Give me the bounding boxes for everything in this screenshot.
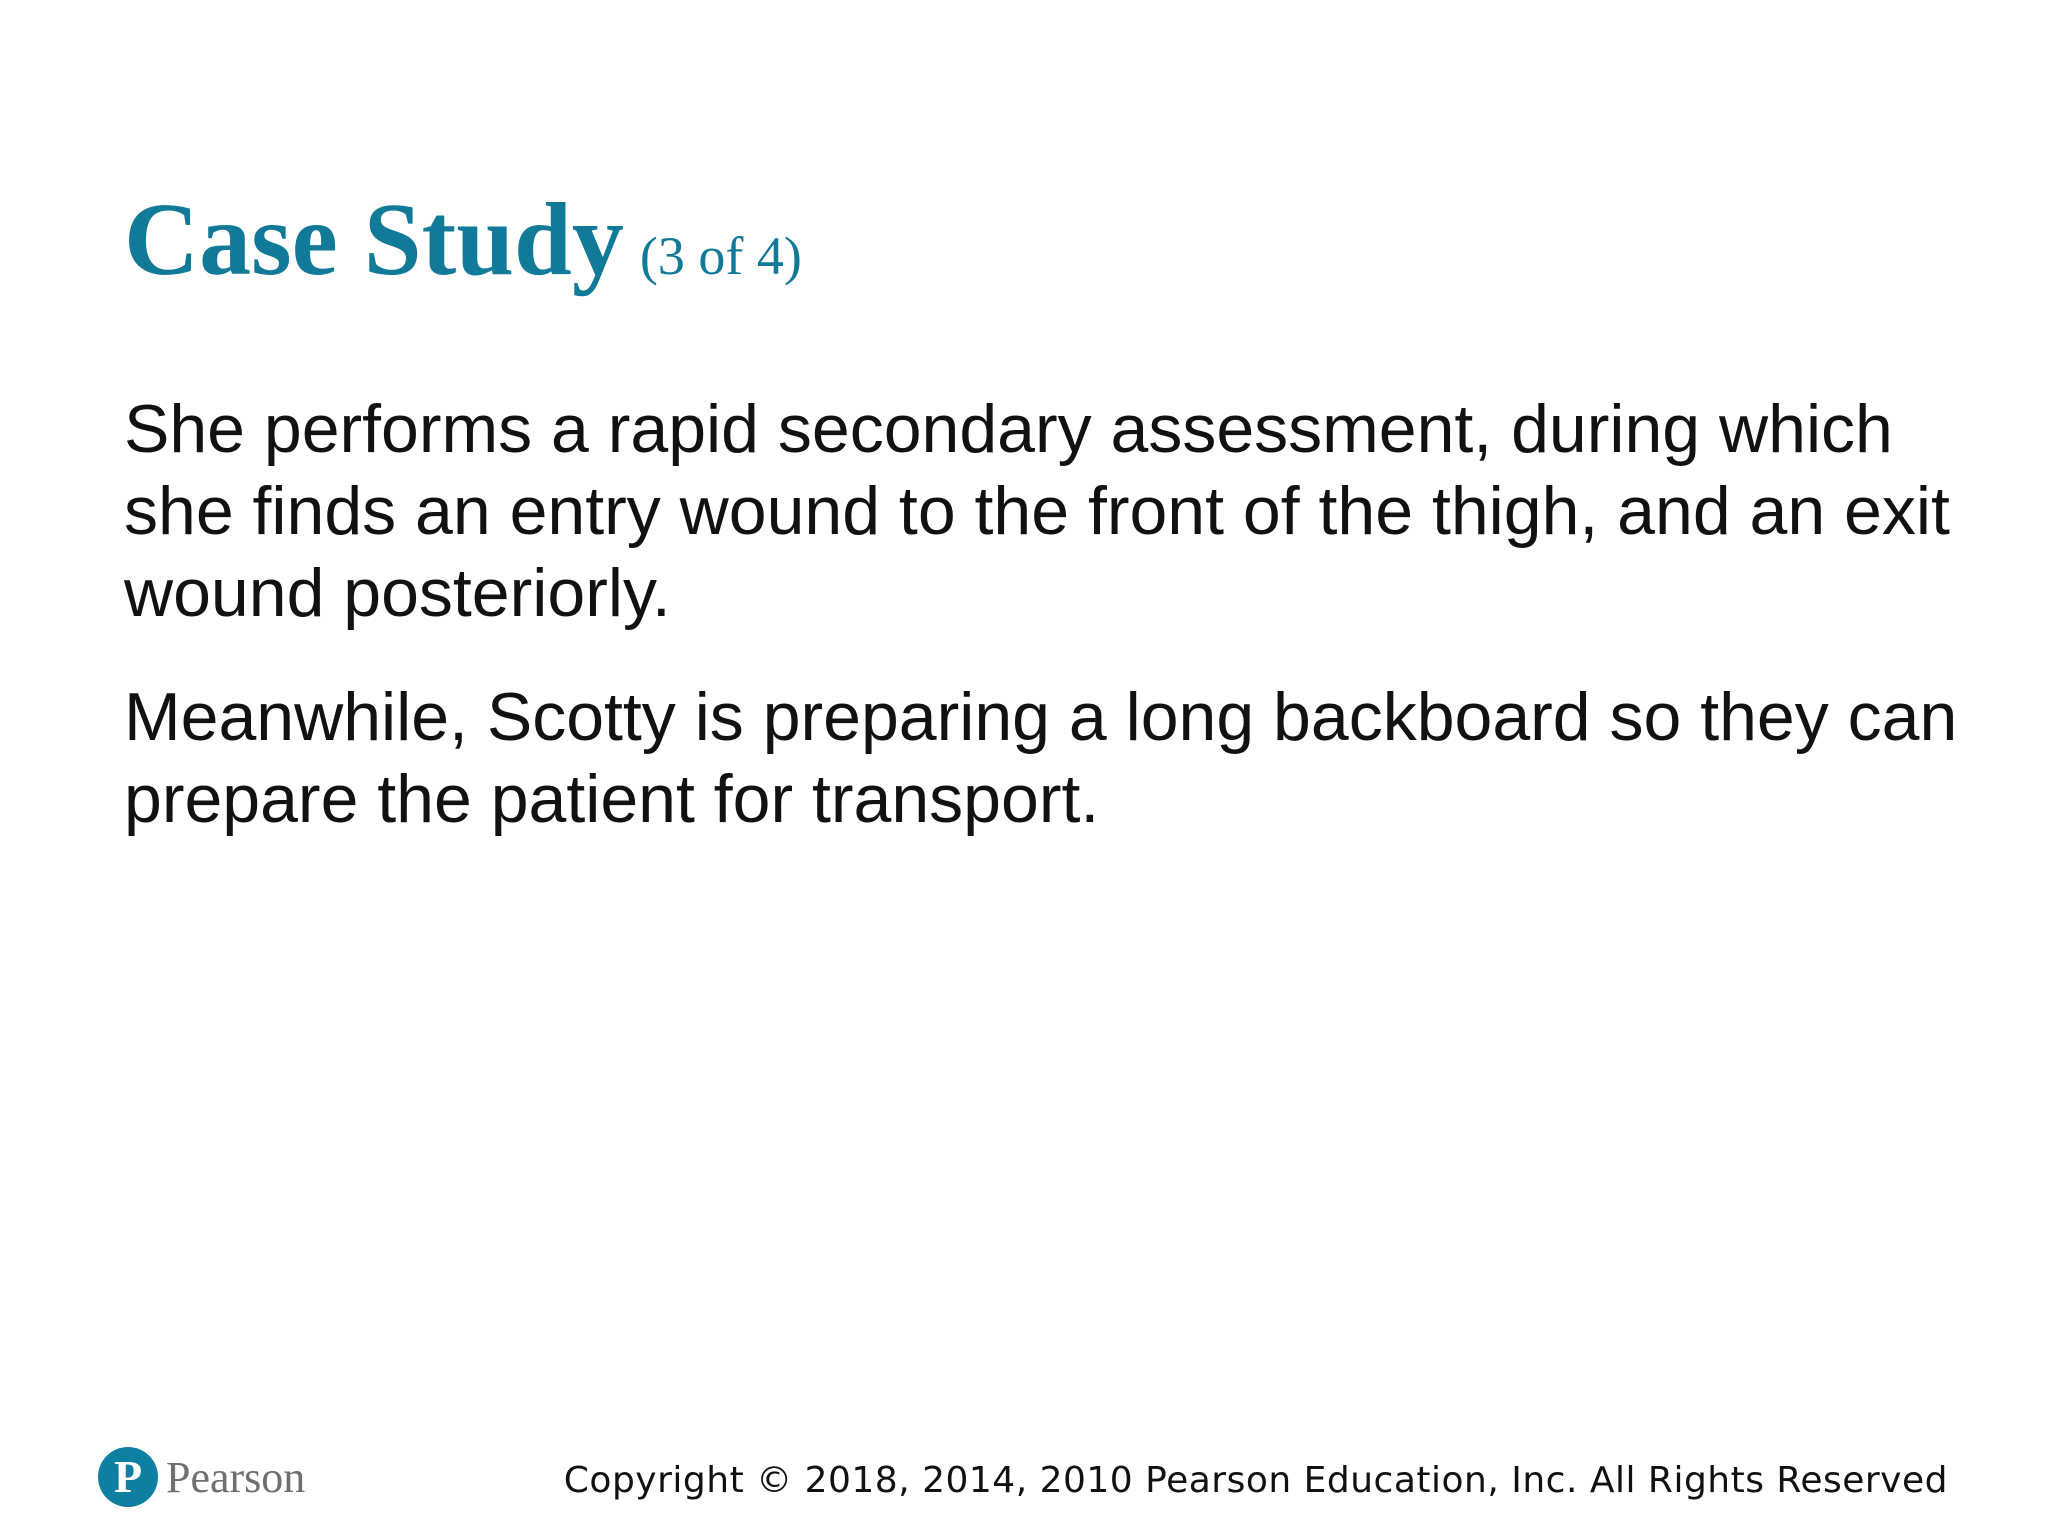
copyright-notice: Copyright © 2018, 2014, 2010 Pearson Education, Inc. All Rights Reserved — [563, 1460, 1948, 1501]
slide-body — [124, 388, 1964, 882]
title-counter: (3 of 4) — [639, 226, 802, 286]
pearson-logo-text: Pearson — [166, 1452, 306, 1502]
pearson-logo — [98, 1442, 305, 1512]
slide-title — [124, 180, 802, 299]
paragraph-assessment: She performs a rapid secondary assessment, during which she finds an entry wound to the front of the thigh, and an exit wound posteriorly. — [124, 391, 1950, 631]
pearson-logo-icon: P — [98, 1447, 158, 1507]
paragraph-backboard: Meanwhile, Scotty is preparing a long backboard so they can prepare the patient for transport. — [124, 679, 1958, 837]
title-text: Case Study — [124, 182, 624, 297]
